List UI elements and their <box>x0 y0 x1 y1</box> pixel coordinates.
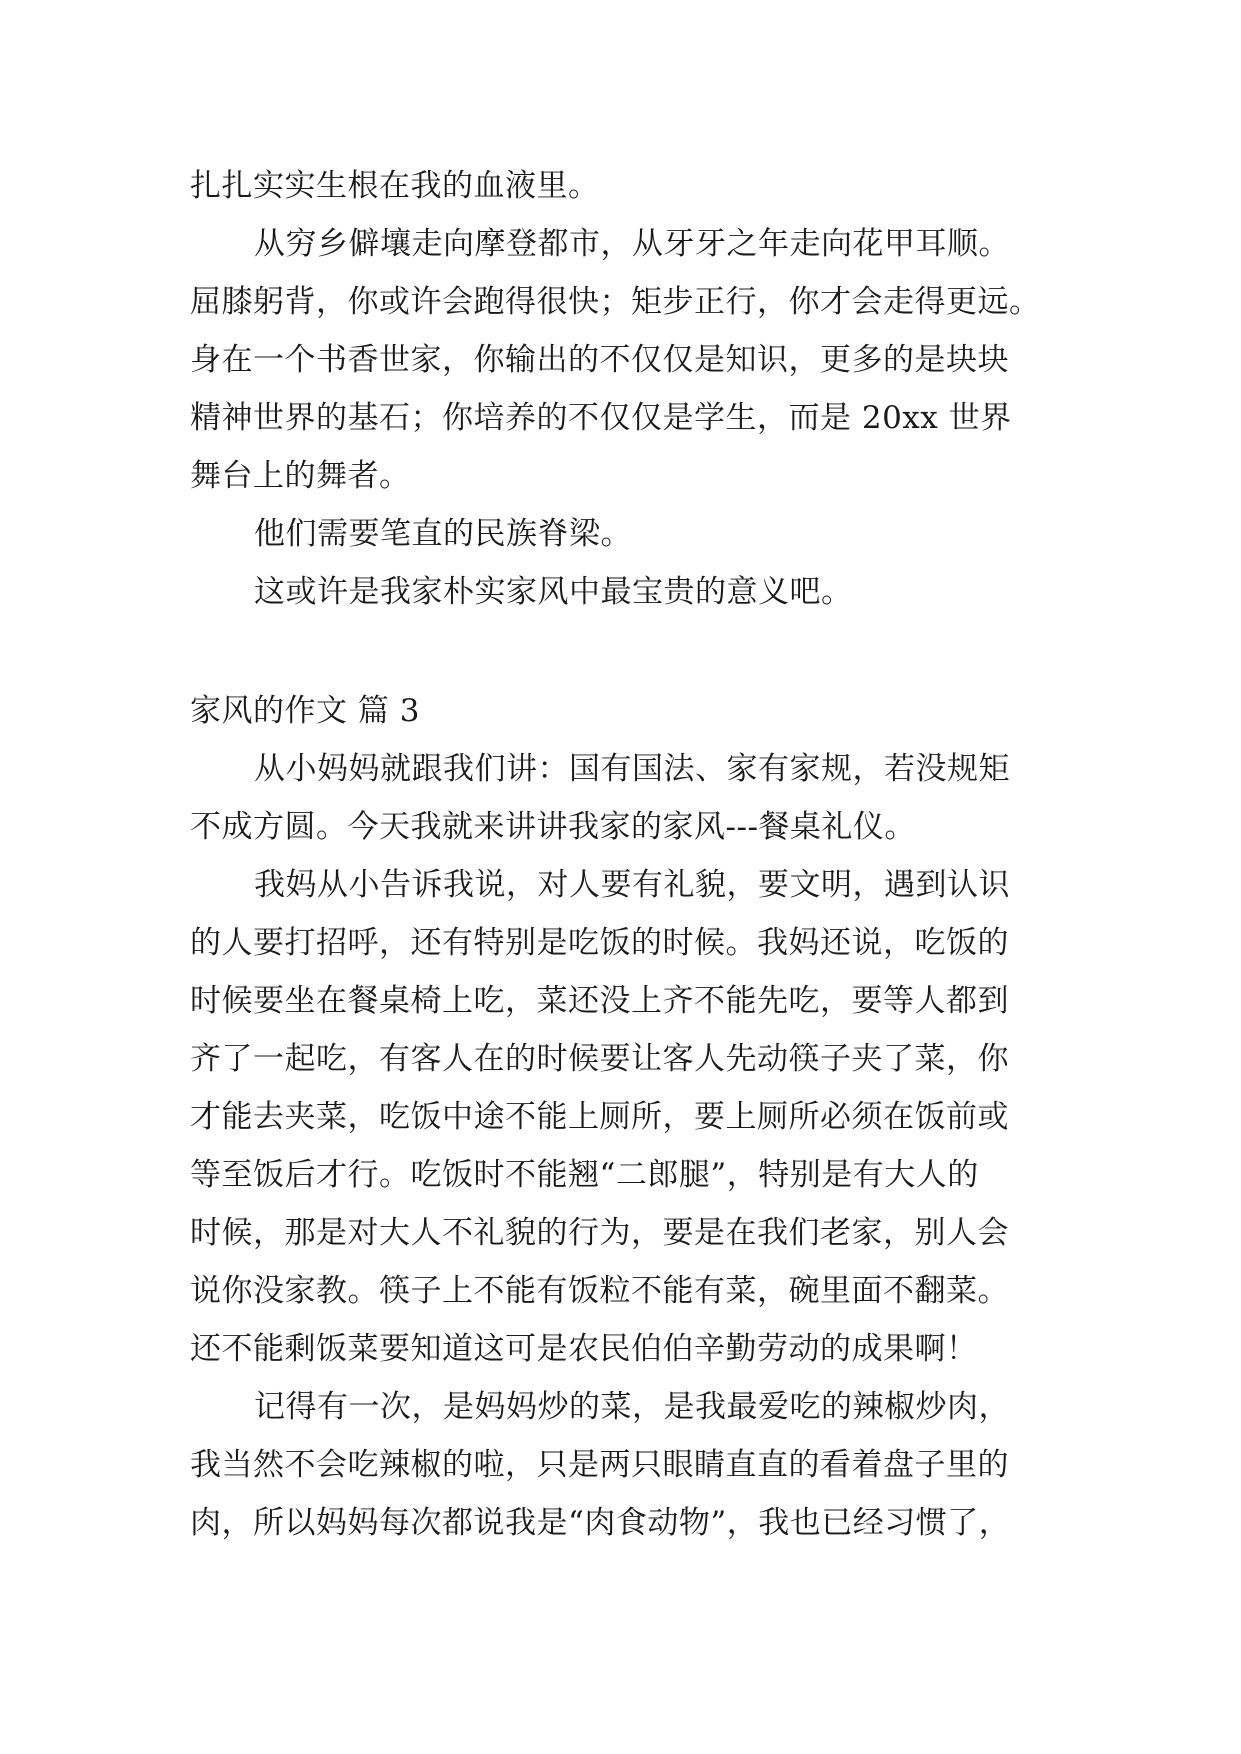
text-line: 时候要坐在餐桌椅上吃，菜还没上齐不能先吃，要等人都到 <box>190 983 1009 1019</box>
section-heading: 家风的作文 篇 3 <box>190 693 420 729</box>
text-line: 说你没家教。筷子上不能有饭粒不能有菜，碗里面不翻菜。 <box>190 1273 1009 1309</box>
text-line: 舞台上的舞者。 <box>190 458 411 494</box>
paragraph-start-line: 从小妈妈就跟我们讲：国有国法、家有家规，若没规矩 <box>254 751 1010 787</box>
paragraph-start-line: 他们需要笔直的民族脊梁。 <box>254 516 632 552</box>
text-line: 的人要打招呼，还有特别是吃饭的时候。我妈还说，吃饭的 <box>190 925 1009 961</box>
paragraph-start-line: 从穷乡僻壤走向摩登都市，从牙牙之年走向花甲耳顺。 <box>254 226 1010 262</box>
text-line: 时候，那是对大人不礼貌的行为，要是在我们老家，别人会 <box>190 1215 1009 1251</box>
text-line: 我当然不会吃辣椒的啦，只是两只眼睛直直的看着盘子里的 <box>190 1447 1009 1483</box>
text-line: 不成方圆。今天我就来讲讲我家的家风---餐桌礼仪。 <box>190 809 916 845</box>
paragraph-start-line: 记得有一次，是妈妈炒的菜，是我最爱吃的辣椒炒肉， <box>254 1389 1010 1425</box>
text-line: 才能去夹菜，吃饭中途不能上厕所，要上厕所必须在饭前或 <box>190 1099 1009 1135</box>
text-line: 还不能剩饭菜要知道这可是农民伯伯辛勤劳动的成果啊！ <box>190 1331 978 1367</box>
text-line: 等至饭后才行。吃饭时不能翘“二郎腿”，特别是有大人的 <box>190 1157 979 1193</box>
text-line: 扎扎实实生根在我的血液里。 <box>190 168 600 204</box>
text-line: 齐了一起吃，有客人在的时候要让客人先动筷子夹了菜，你 <box>190 1041 1009 1077</box>
text-line: 肉，所以妈妈每次都说我是“肉食动物”，我也已经习惯了， <box>190 1505 1011 1541</box>
paragraph-start-line: 我妈从小告诉我说，对人要有礼貌，要文明，遇到认识 <box>254 867 1010 903</box>
text-line: 屈膝躬背，你或许会跑得很快；矩步正行，你才会走得更远。 <box>190 284 1041 320</box>
text-line: 精神世界的基石；你培养的不仅仅是学生，而是 20xx 世界 <box>190 400 1012 436</box>
paragraph-start-line: 这或许是我家朴实家风中最宝贵的意义吧。 <box>254 574 853 610</box>
text-line: 身在一个书香世家，你输出的不仅仅是知识，更多的是块块 <box>190 342 1009 378</box>
